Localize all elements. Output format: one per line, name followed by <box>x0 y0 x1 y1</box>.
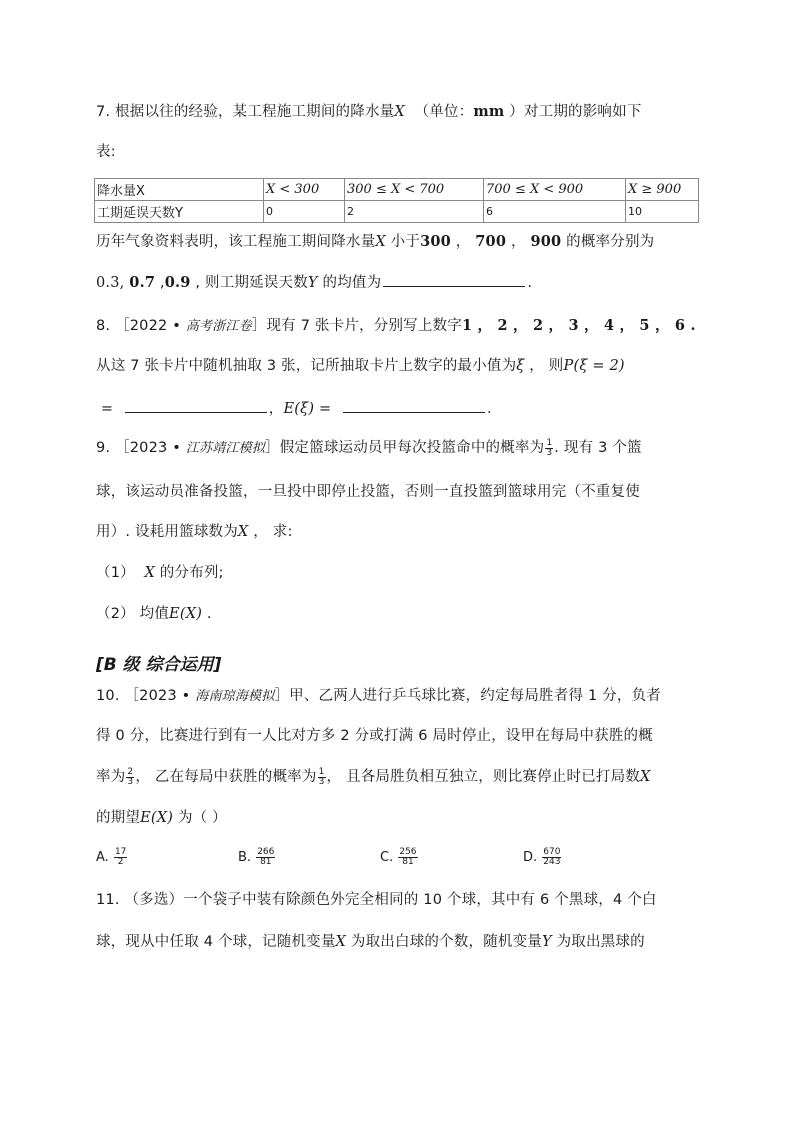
table-cell: 700 ≤ X < 900 <box>484 179 626 201</box>
rainfall-delay-table <box>94 178 699 223</box>
fraction: $\frac{1}{3}$ <box>546 437 553 458</box>
table-cell: 0 <box>264 201 345 223</box>
table-cell: 降水量X <box>95 179 264 201</box>
q9-line-1: 9. ［2023 • 江苏靖江模拟］假定篮球运动员甲每次投篮命中的概率为 $\frac{1}{3}$ . 现有 3 个篮 <box>96 437 642 458</box>
fraction: $\frac{256}{81}$ <box>399 847 417 867</box>
fraction: $\frac{1}{3}$ <box>318 766 325 787</box>
table-cell: 300 ≤ X < 700 <box>345 179 484 201</box>
q10-line-1: 10. ［2023 • 海南琼海模拟］甲、乙两人进行乒乓球比赛，约定每局胜者得 1 分，负者 <box>96 688 661 704</box>
q9-sub-1: （1） X 的分布列; <box>96 565 224 581</box>
fraction: $\frac{266}{81}$ <box>257 847 275 867</box>
section-heading: [B 级 综合运用] <box>96 655 222 675</box>
table-cell: X ≥ 900 <box>626 179 699 201</box>
q10-line-3: 率为 $\frac{2}{3}$ ， 乙在每局中获胜的概率为 $\frac{1}{3}$ ， 且各局胜负相互独立，则比赛停止时已打局数X <box>96 766 651 787</box>
q9-line-2: 球，该运动员准备投篮，一旦投中即停止投篮，否则一直投篮到篮球用完（不重复使 <box>96 484 640 500</box>
table-cell: 工期延误天数Y <box>95 201 264 223</box>
option-c[interactable]: C. $\frac{256}{81}$ <box>380 847 417 867</box>
q7-line-1: 7. 根据以往的经验，某工程施工期间的降水量X （单位：mm ）对工期的影响如下 <box>96 103 642 120</box>
q8-line-3: = ，E(ξ) = . <box>96 398 492 419</box>
q11-line-1: 11. （多选）一个袋子中装有除颜色外完全相同的 10 个球，其中有 6 个黑球，4 个白 <box>96 892 657 908</box>
option-b[interactable]: B. $\frac{266}{81}$ <box>238 847 275 867</box>
q7-line-4: 0.3, 0.7 ,0.9 , 则工期延误天数Y 的均值为 . <box>96 274 533 291</box>
q11-line-2: 球，现从中任取 4 个球，记随机变量X 为取出白球的个数，随机变量Y 为取出黑球的 <box>96 934 645 950</box>
fraction: $\frac{17}{2}$ <box>114 847 127 867</box>
q9-line-3: 用）. 设耗用篮球数为X ， 求: <box>96 524 293 540</box>
fraction: $\frac{670}{243}$ <box>543 847 561 867</box>
table-cell: 2 <box>345 201 484 223</box>
option-d[interactable]: D. $\frac{670}{243}$ <box>523 847 561 867</box>
table-cell: X < 300 <box>264 179 345 201</box>
table-cell: 10 <box>626 201 699 223</box>
table-row <box>95 179 699 201</box>
q7-line-3: 历年气象资料表明，该工程施工期间降水量X 小于300 ， 700 ， 900 的概率分别为 <box>96 233 655 250</box>
q9-sub-2: （2） 均值E(X) . <box>96 606 212 622</box>
q10-line-4: 的期望E(X) 为（ ） <box>96 810 227 826</box>
q8-line-1: 8. ［2022 • 高考浙江卷］现有 7 张卡片，分别写上数字1 ， 2 ， 2 ， 3 ， 4 ， 5 ， 6 . <box>96 317 696 334</box>
answer-blank[interactable] <box>383 272 525 287</box>
option-a[interactable]: A. $\frac{17}{2}$ <box>96 847 127 867</box>
fraction: $\frac{2}{3}$ <box>127 766 134 787</box>
table-cell: 6 <box>484 201 626 223</box>
q7-line-2: 表: <box>96 144 116 160</box>
answer-blank[interactable] <box>343 398 485 413</box>
q10-line-2: 得 0 分，比赛进行到有一人比对方多 2 分或打满 6 局时停止，设甲在每局中获胜的概 <box>96 728 653 744</box>
answer-blank[interactable] <box>125 398 267 413</box>
table-row <box>95 201 699 223</box>
q8-line-2: 从这 7 张卡片中随机抽取 3 张，记所抽取卡片上数字的最小值为ξ ， 则P(ξ = 2) <box>96 358 625 374</box>
